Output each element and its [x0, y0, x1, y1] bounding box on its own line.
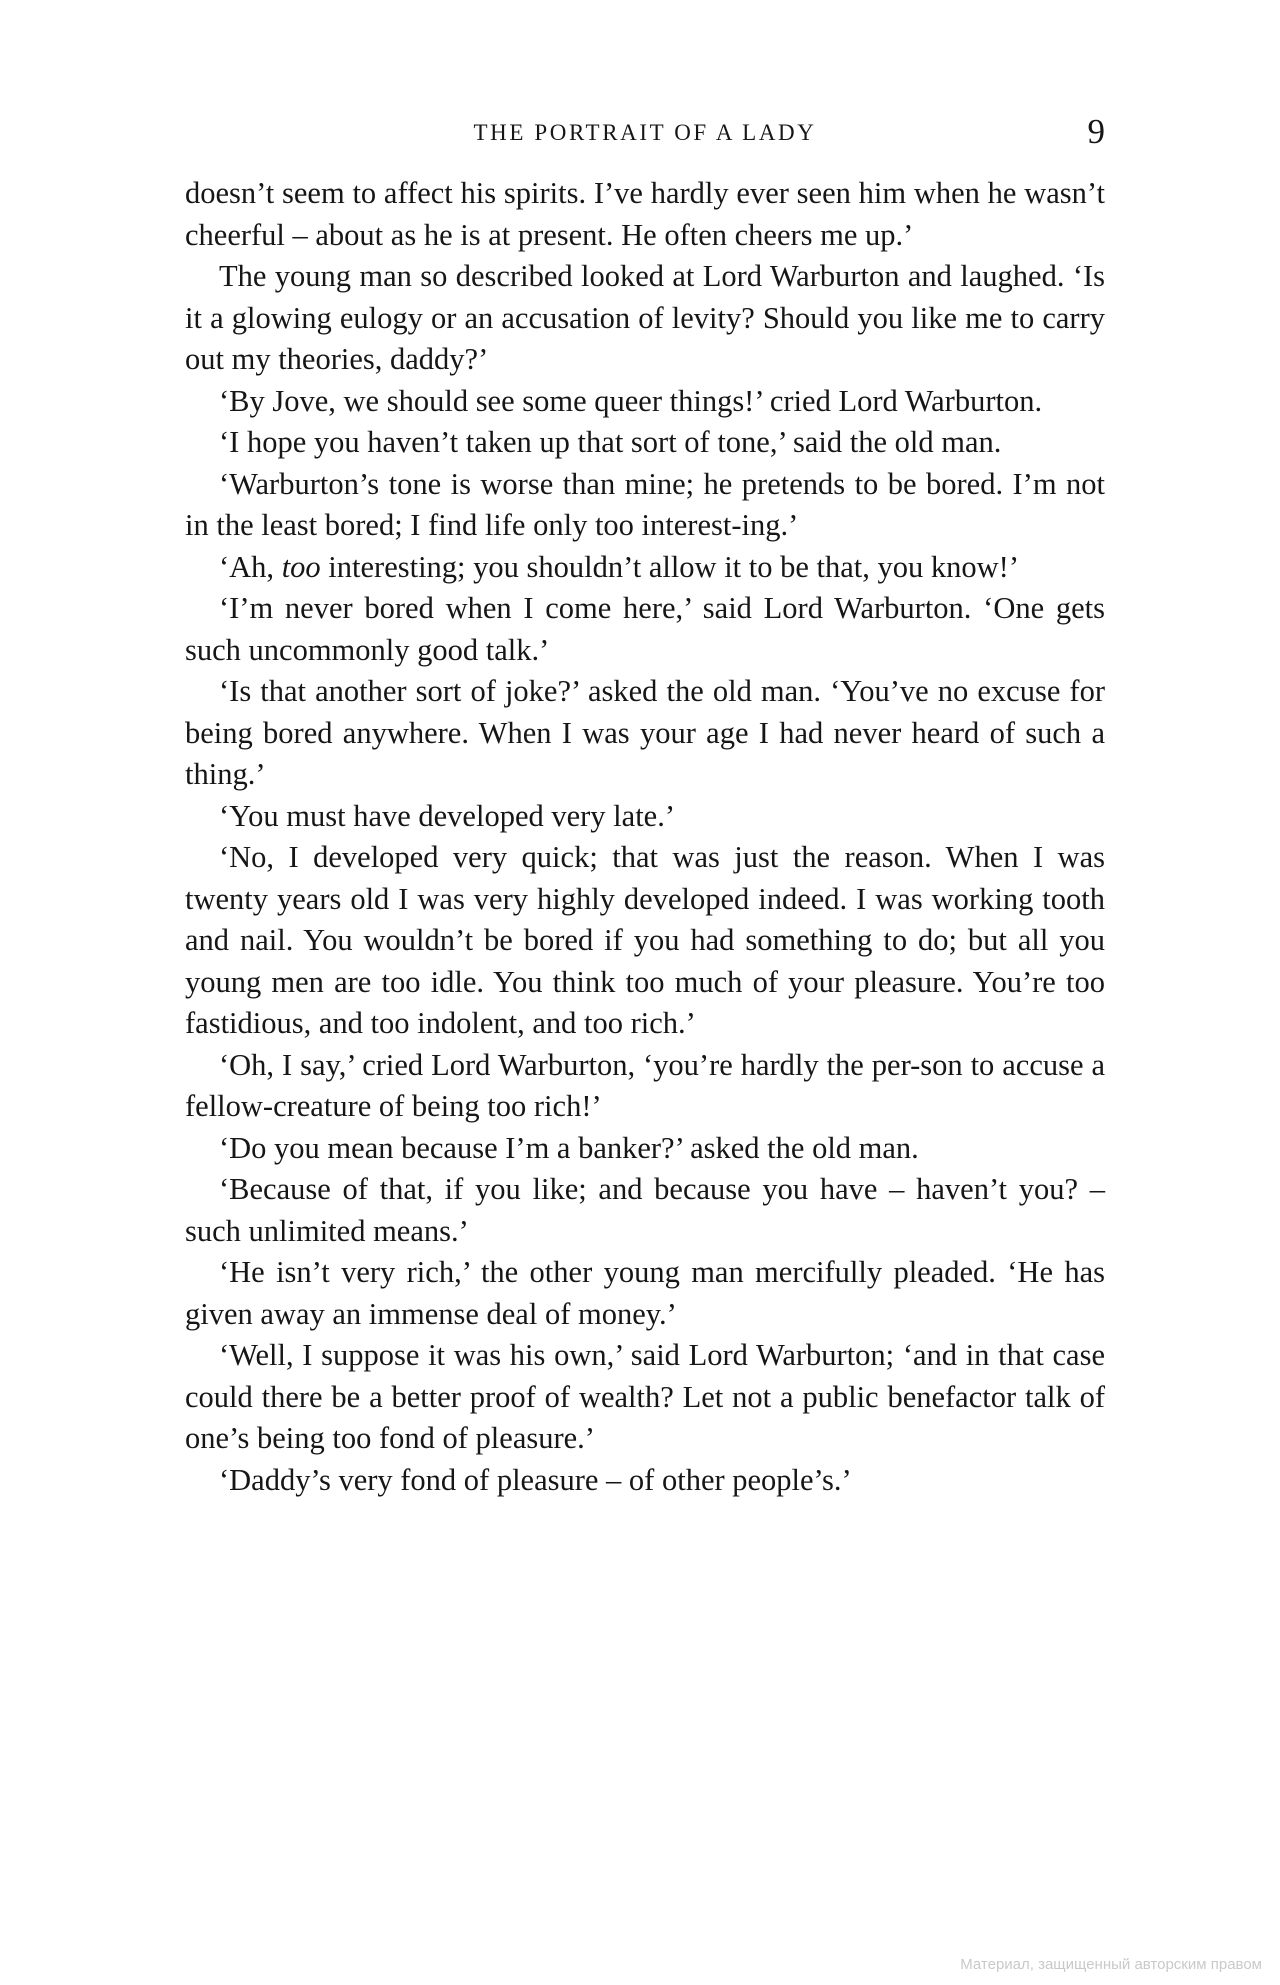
body-text	[185, 173, 1105, 1501]
paragraph: doesn’t seem to affect his spirits. I’ve hardly ever seen him when he wasn’t cheerful – about as he is at present. He often cheers me up.’	[185, 176, 1105, 252]
paragraph: ‘He isn’t very rich,’ the other young man mercifully pleaded. ‘He has given away an immense deal of money.’	[185, 1255, 1105, 1331]
paragraph: ‘Daddy’s very fond of pleasure – of other people’s.’	[219, 1462, 852, 1497]
paragraph: ‘No, I developed very quick; that was just the reason. When I was twenty years old I was very highly developed indeed. I was working tooth and nail. You wouldn’t be bored if you had something to do; but all you young men are too idle. You think too much of your pleasure. You’re too fastidious, and too indolent, and too rich.’	[185, 840, 1105, 1040]
paragraph: ‘Because of that, if you like; and because you have – haven’t you? – such unlimited means.’	[185, 1172, 1105, 1248]
paragraph: ‘I’m never bored when I come here,’ said Lord Warburton. ‘One gets such uncommonly good talk.’	[185, 591, 1105, 667]
paragraph: The young man so described looked at Lord Warburton and laughed. ‘Is it a glowing eulogy or an accusation of levity? Should you like me to carry out my theories, daddy?’	[185, 259, 1105, 376]
paragraph: ‘I hope you haven’t taken up that sort of tone,’ said the old man.	[219, 425, 1002, 459]
paragraph-text: ‘Ah,	[219, 549, 282, 584]
paragraph: ‘Oh, I say,’ cried Lord Warburton, ‘you’re hardly the per-son to accuse a fellow-creature of being too rich!’	[185, 1047, 1105, 1123]
running-title: THE PORTRAIT OF A LADY	[473, 120, 817, 145]
paragraph: ‘By Jove, we should see some queer things!’ cried Lord Warburton.	[219, 383, 1043, 418]
paragraph: ‘You must have developed very late.’	[219, 798, 675, 833]
page-number: 9	[1087, 112, 1105, 151]
paragraph: ‘Is that another sort of joke?’ asked the old man. ‘You’ve no excuse for being bored anywhere. When I was your age I had never heard of such a thing.’	[185, 674, 1105, 791]
paragraph-text: interesting; you shouldn’t allow it to be that, you know!’	[320, 549, 1019, 584]
paragraph	[185, 547, 1105, 589]
paragraph: ‘Well, I suppose it was his own,’ said Lord Warburton; ‘and in that case could there be a better proof of wealth? Let not a public benefactor talk of one’s being too fond of pleasure.’	[185, 1338, 1105, 1455]
running-head	[185, 112, 1105, 158]
copyright-watermark: Материал, защищенный авторским правом	[960, 1956, 1262, 1973]
paragraph: ‘Do you mean because I’m a banker?’ asked the old man.	[219, 1130, 919, 1165]
emphasis-text: too	[281, 549, 321, 584]
paragraph: ‘Warburton’s tone is worse than mine; he pretends to be bored. I’m not in the least bored; I find life only too interest-ing.’	[185, 466, 1105, 542]
